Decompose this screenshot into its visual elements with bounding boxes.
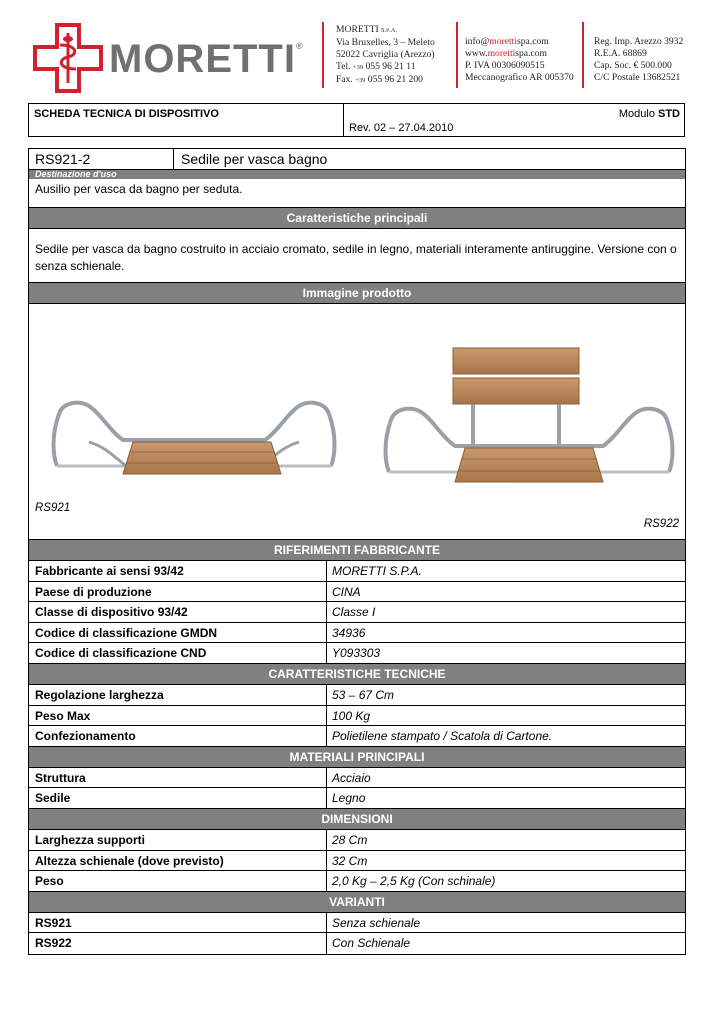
table-row: Confezionamento Polietilene stampato / Scatola di Cartone. (29, 726, 685, 747)
company-contact-block: info@morettispa.com www.morettispa.com P. IVA 00306090515 Meccanografico AR 005370 (465, 36, 574, 83)
document-title: SCHEDA TECNICA DI DISPOSITIVO (34, 108, 219, 120)
section-manufacturer: RIFERIMENTI FABBRICANTE (29, 540, 685, 561)
revision-label: Rev. 02 – 27.04.2010 (349, 122, 454, 134)
document-info-box (28, 103, 685, 137)
table-row: RS922 Con Schienale (29, 933, 685, 954)
section-dimensions: DIMENSIONI (29, 809, 685, 830)
section-materials: MATERIALI PRINCIPALI (29, 747, 685, 768)
table-row: Classe di dispositivo 93/42 Classe I (29, 602, 685, 623)
image-caption-rs921: RS921 (35, 502, 71, 514)
product-sheet-table (28, 148, 686, 955)
product-image-area (29, 304, 685, 540)
email-link[interactable]: info@morettispa.com (465, 36, 549, 47)
company-logo (33, 23, 304, 93)
bath-seat-rs921-image (49, 396, 339, 486)
image-caption-rs922: RS922 (643, 518, 679, 530)
product-header-row (29, 149, 685, 170)
table-row: RS921 Senza schienale (29, 913, 685, 934)
table-row: Struttura Acciaio (29, 768, 685, 789)
logo-wordmark: MORETTI® (109, 37, 304, 81)
section-main-features: Caratteristiche principali (29, 208, 685, 229)
pharmacy-cross-icon (33, 23, 103, 93)
product-name: Sedile per vasca bagno (181, 151, 328, 167)
intended-use-label-bar: Destinazione d'uso (29, 170, 685, 179)
header-divider (582, 22, 584, 88)
section-product-image: Immagine prodotto (29, 283, 685, 304)
website-link[interactable]: www.morettispa.com (465, 48, 547, 59)
table-row: Larghezza supporti 28 Cm (29, 830, 685, 851)
module-label: Modulo STD (618, 108, 680, 120)
company-address-block: MORETTI S.p.A. Via Bruxelles, 3 – Meleto 52022 Cavriglia (Arezzo) Tel. +39 055 96 21 11 Fax. +39 055 96 21 200 (336, 24, 435, 85)
table-row: Fabbricante ai sensi 93/42 MORETTI S.P.A. (29, 561, 685, 582)
features-text: Sedile per vasca da bagno costruito in acciaio cromato, sedile in legno, materiali interamente antiruggine. Versione con o senza schienale. (29, 229, 685, 283)
company-registry-block: Reg. Imp. Arezzo 3932 R.E.A. 68869 Cap. Soc. € 500.000 C/C Postale 13682521 (594, 36, 684, 83)
intended-use-text: Ausilio per vasca da bagno per seduta. (29, 179, 685, 208)
section-variants: VARIANTI (29, 892, 685, 913)
table-row: Regolazione larghezza 53 – 67 Cm (29, 685, 685, 706)
table-row: Peso Max 100 Kg (29, 706, 685, 727)
header-divider (456, 22, 458, 88)
table-row: Peso 2,0 Kg – 2,5 Kg (Con schinale) (29, 871, 685, 892)
table-row: Sedile Legno (29, 788, 685, 809)
header-divider (322, 22, 324, 88)
table-row: Paese di produzione CINA (29, 582, 685, 603)
table-row: Codice di classificazione GMDN 34936 (29, 623, 685, 644)
section-technical: CARATTERISTICHE TECNICHE (29, 664, 685, 685)
product-code: RS921-2 (35, 151, 91, 167)
table-row: Altezza schienale (dove previsto) 32 Cm (29, 851, 685, 872)
table-row: Codice di classificazione CND Y093303 (29, 643, 685, 664)
bath-seat-rs922-image (379, 344, 679, 494)
